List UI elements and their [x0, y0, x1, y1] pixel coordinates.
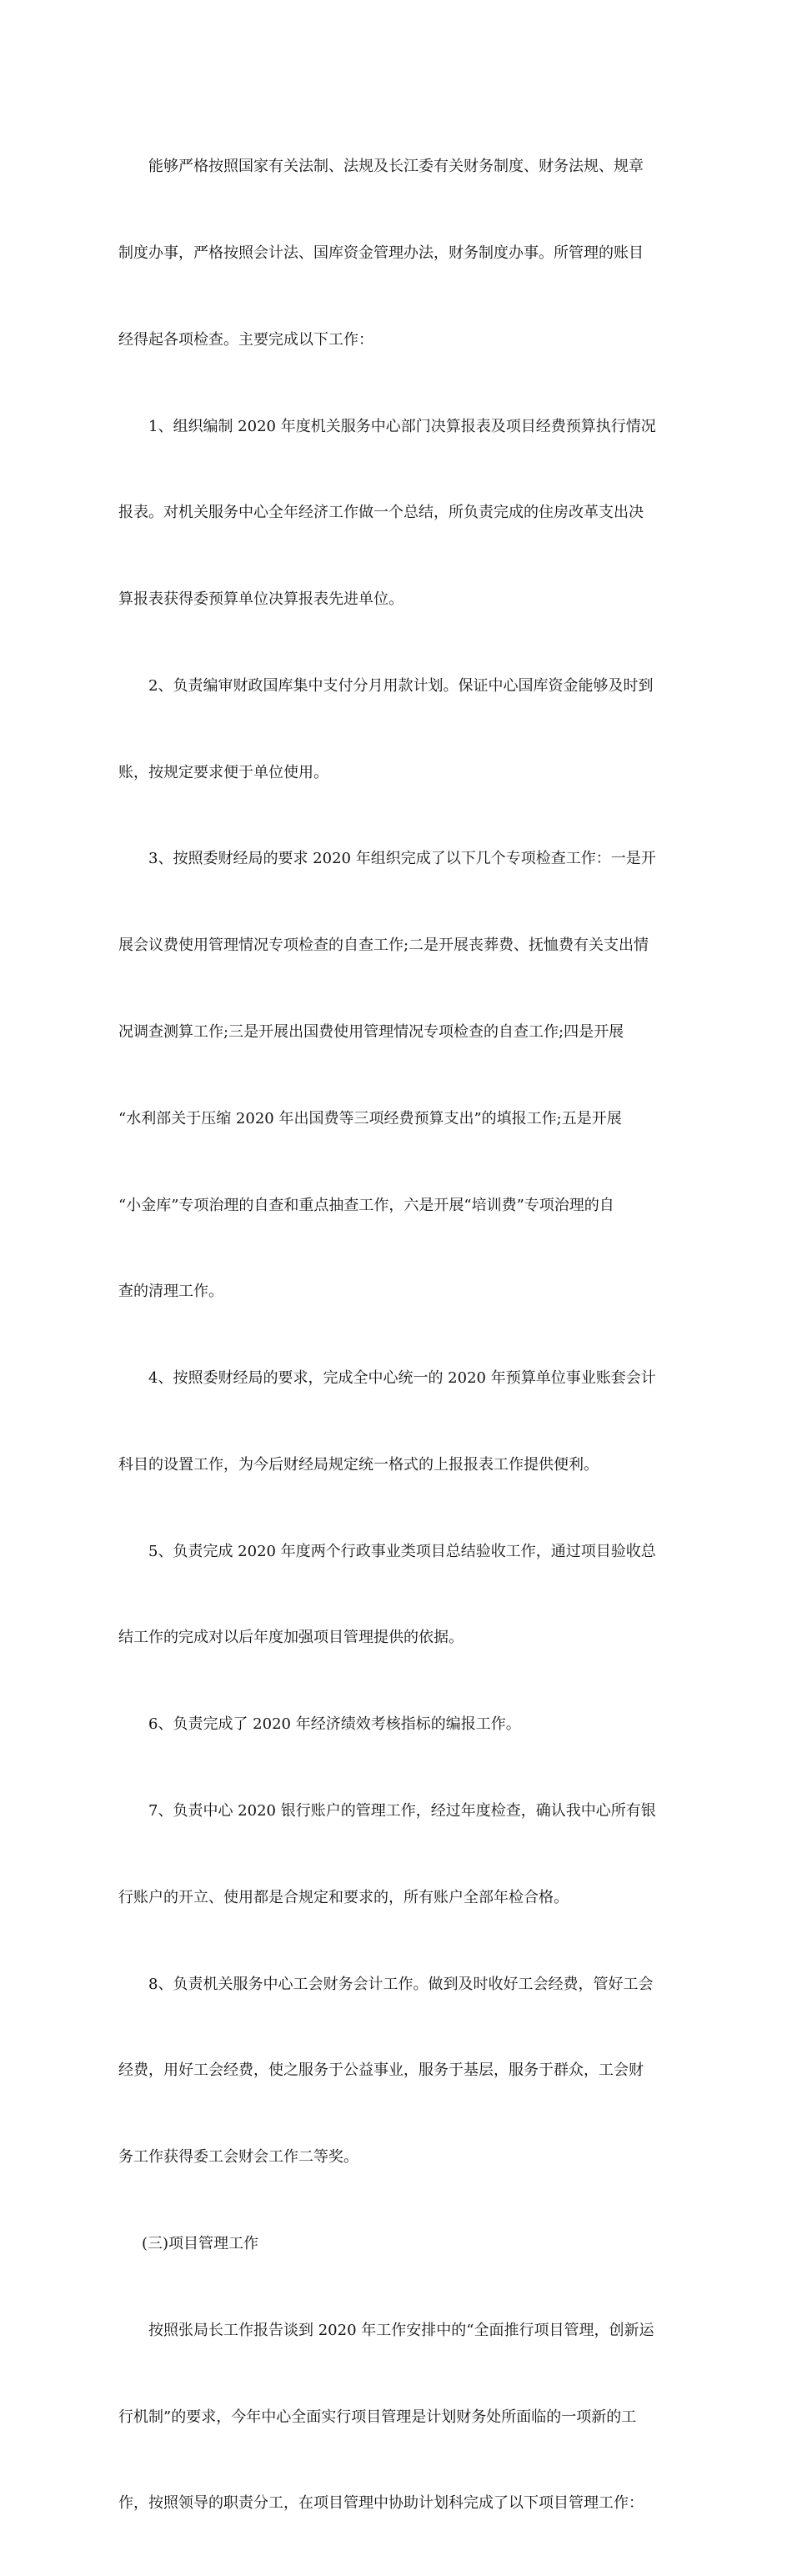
- text-line: 况调查测算工作;三是开展出国费使用管理情况专项检查的自查工作;四是开展: [118, 1023, 624, 1041]
- text-line: 作，按照领导的职责分工，在项目管理中协助计划科完成了以下项目管理工作：: [118, 2494, 644, 2513]
- text-line: 行账户的开立、使用都是合规定和要求的，所有账户全部年检合格。: [118, 1888, 569, 1906]
- text-line: 2、负责编审财政国库集中支付分月用款计划。保证中心国库资金能够及时到: [148, 676, 654, 695]
- text-line: 1、组织编制 2020 年度机关服务中心部门决算报表及项目经费预算执行情况: [148, 417, 656, 435]
- text-line: 6、负责完成了 2020 年经济绩效考核指标的编报工作。: [148, 1715, 521, 1734]
- document-body: [118, 95, 675, 2576]
- text-line: 7、负责中心 2020 银行账户的管理工作，经过年度检查，确认我中心所有银: [148, 1802, 656, 1820]
- text-line: 经得起各项检查。主要完成以下工作：: [118, 330, 373, 349]
- text-line: 算报表获得委预算单位决算报表先进单位。: [118, 590, 404, 609]
- text-line: 账，按规定要求便于单位使用。: [118, 763, 328, 781]
- text-line: 科目的设置工作，为今后财经局规定统一格式的上报报表工作提供便利。: [118, 1455, 599, 1474]
- text-line: 查的清理工作。: [118, 1283, 223, 1301]
- text-line: 行机制”的要求，今年中心全面实行项目管理是计划财务处所面临的一项新的工: [118, 2408, 637, 2426]
- text-line: 3、按照委财经局的要求 2020 年组织完成了以下几个专项检查工作：一是开: [148, 850, 656, 868]
- text-line: 展会议费使用管理情况专项检查的自查工作;二是开展丧葬费、抚恤费有关支出情: [118, 936, 649, 955]
- text-line: 结工作的完成对以后年度加强项目管理提供的依据。: [118, 1629, 464, 1647]
- text-line: 报表。对机关服务中心全年经济工作做一个总结，所负责完成的住房改革支出决: [118, 504, 644, 522]
- text-line: 制度办事，严格按照会计法、国库资金管理办法，财务制度办事。所管理的账目: [118, 244, 644, 262]
- text-line: “水利部关于压缩 2020 年出国费等三项经费预算支出”的填报工作;五是开展: [118, 1109, 622, 1127]
- text-line: 能够严格按照国家有关法制、法规及长江委有关财务制度、财务法规、规章: [148, 158, 644, 176]
- text-line: 8、负责机关服务中心工会财务会计工作。做到及时收好工会经费，管好工会: [148, 1975, 654, 1993]
- text-line: 经费，用好工会经费，使之服务于公益事业，服务于基层，服务于群众，工会财: [118, 2061, 644, 2080]
- text-block: [118, 95, 675, 2576]
- text-line: 5、负责完成 2020 年度两个行政事业类项目总结验收工作，通过项目验收总: [148, 1542, 656, 1560]
- text-line: 4、按照委财经局的要求，完成全中心统一的 2020 年预算单位事业账套会计: [148, 1369, 656, 1388]
- text-line: 务工作获得委工会财会工作二等奖。: [118, 2148, 358, 2167]
- text-line: “小金库”专项治理的自查和重点抽查工作，六是开展“培训费”专项治理的自: [118, 1196, 614, 1214]
- section-heading: (三)项目管理工作: [142, 2234, 259, 2252]
- text-line: 按照张局长工作报告谈到 2020 年工作安排中的“全面推行项目管理，创新运: [148, 2321, 654, 2339]
